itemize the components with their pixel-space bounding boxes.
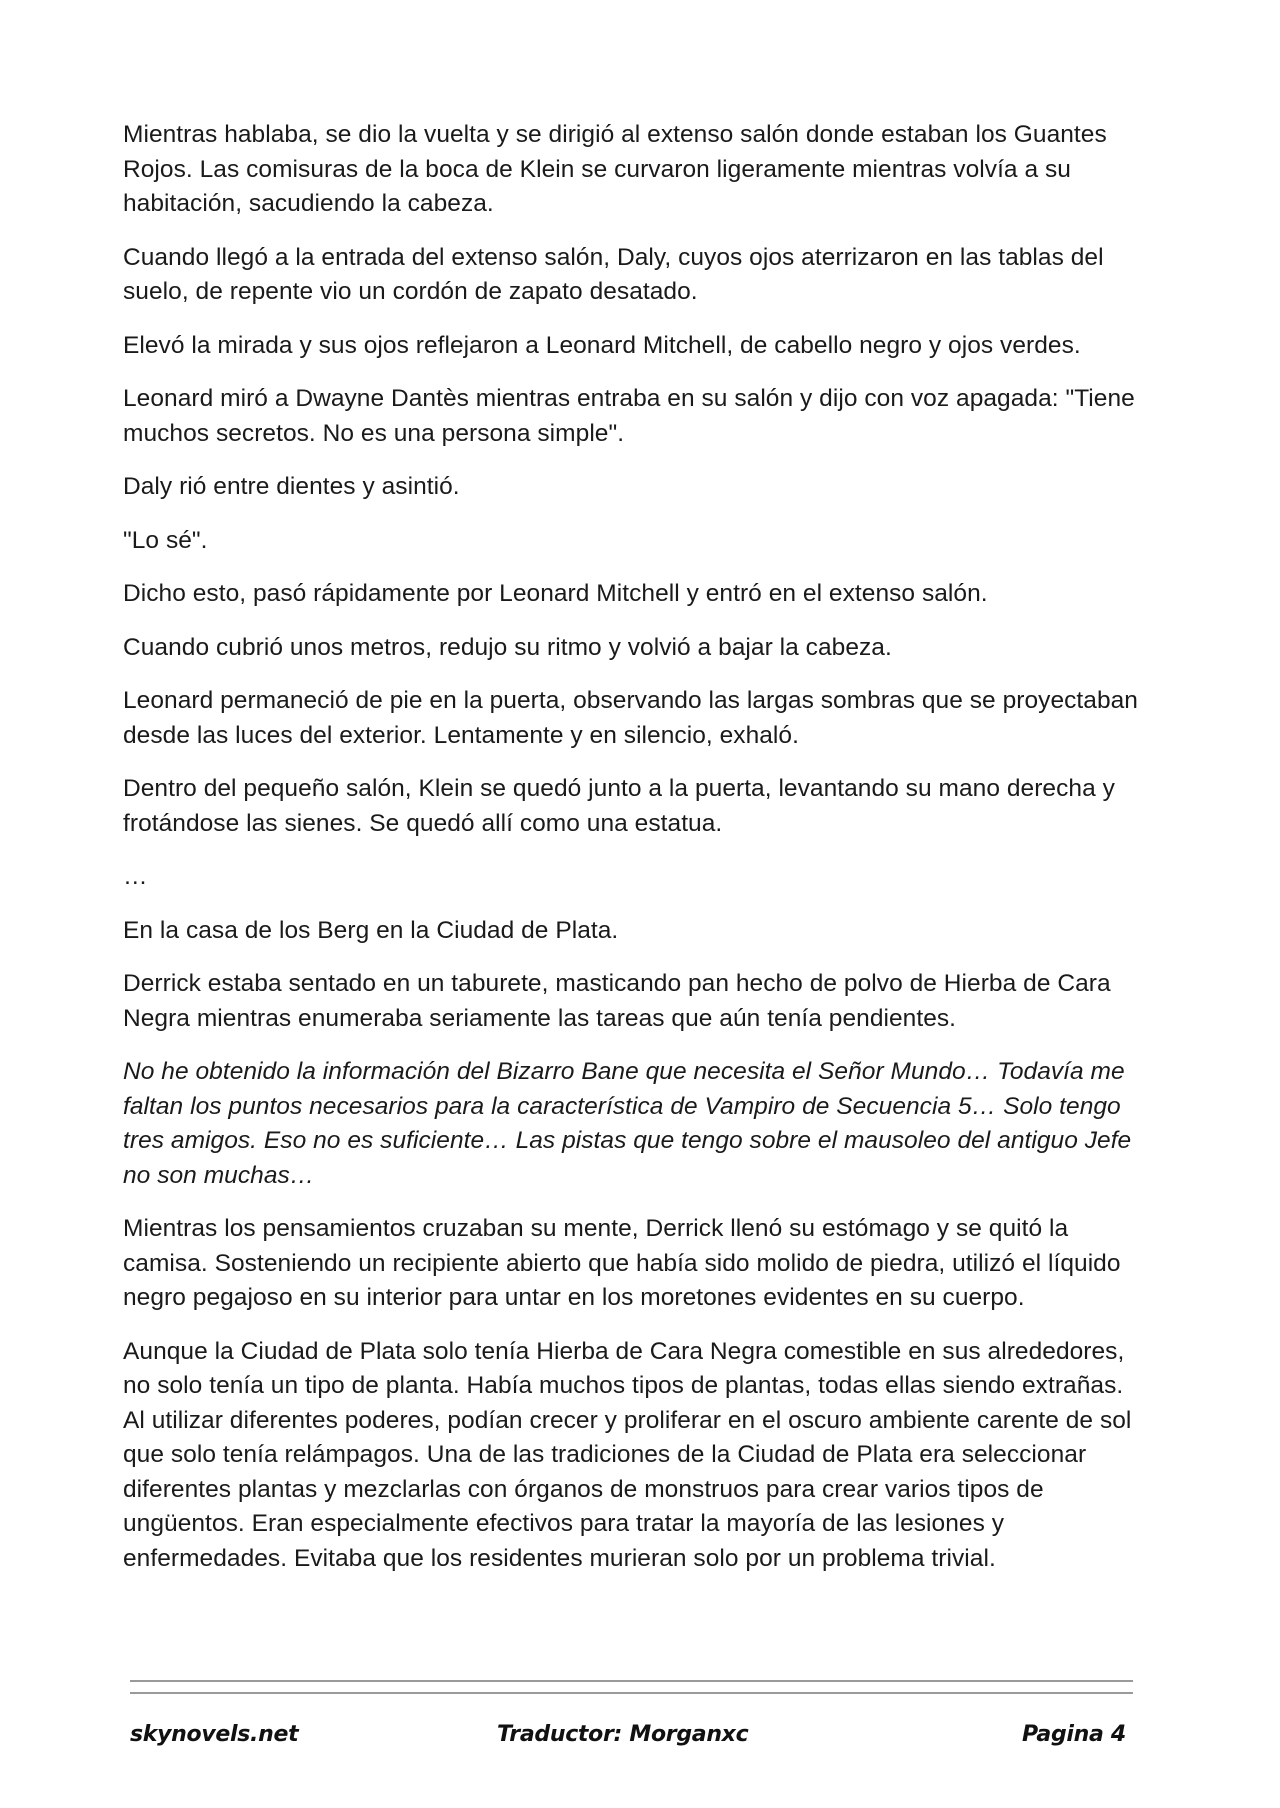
footer-translator: Traductor: Morganxc — [497, 1722, 749, 1747]
footer-divider — [130, 1680, 1133, 1682]
footer-site: skynovels.net — [130, 1722, 299, 1747]
paragraph: Mientras los pensamientos cruzaban su mente, Derrick llenó su estómago y se quitó la camisa. Sosteniendo un recipiente abierto que había sido molido de piedra, utilizó el líquido negro pegajoso en su interior para untar en los moretones evidentes en su cuerpo. — [123, 1215, 1121, 1311]
paragraph: Aunque la Ciudad de Plata solo tenía Hierba de Cara Negra comestible en sus alrededores, no solo tenía un tipo de planta. Había muchos tipos de plantas, todas ellas siendo extrañas. Al utilizar diferentes poderes, podían crecer y proliferar en el oscuro ambiente carente de sol que solo tenía relámpagos. Una de las tradiciones de la Ciudad de Plata era seleccionar diferentes plantas y mezclarlas con órganos de monstruos para crear varios tipos de ungüentos. Eran especialmente efectivos para tratar la mayoría de las lesiones y enfermedades. Evitaba que los residentes murieran solo por un problema trivial. — [123, 1337, 1132, 1572]
inner-thought-paragraph: No he obtenido la información del Bizarro Bane que necesita el Señor Mundo… Todavía me faltan los puntos necesarios para la característica de Vampiro de Secuencia 5… Solo tengo tres amigos. Eso no es suficiente… Las pistas que tengo sobre el mausoleo del antiguo Jefe no son muchas… — [123, 1058, 1132, 1189]
footer-page-number: Pagina 4 — [1022, 1722, 1126, 1747]
paragraph: Derrick estaba sentado en un taburete, masticando pan hecho de polvo de Hierba de Cara Negra mientras enumeraba seriamente las tareas que aún tenía pendientes. — [123, 970, 1111, 1032]
paragraph: Mientras hablaba, se dio la vuelta y se dirigió al extenso salón donde estaban los Guantes Rojos. Las comisuras de la boca de Klein se curvaron ligeramente mientras volvía a su habitación, sacudiendo la cabeza. — [123, 121, 1107, 217]
paragraph: Leonard permaneció de pie en la puerta, observando las largas sombras que se proyectaban desde las luces del exterior. Lentamente y en silencio, exhaló. — [123, 687, 1138, 749]
paragraph: Dicho esto, pasó rápidamente por Leonard Mitchell y entró en el extenso salón. — [123, 580, 988, 607]
paragraph: Elevó la mirada y sus ojos reflejaron a Leonard Mitchell, de cabello negro y ojos verdes. — [123, 331, 1081, 359]
paragraph: Leonard miró a Dwayne Dantès mientras entraba en su salón y dijo con voz apagada: "Tiene muchos secretos. No es una persona simple". — [123, 385, 1135, 447]
paragraph: Dentro del pequeño salón, Klein se quedó junto a la puerta, levantando su mano derecha y frotándose las sienes. Se quedó allí como una estatua. — [123, 775, 1115, 837]
paragraph: "Lo sé". — [123, 526, 208, 554]
paragraph: Cuando llegó a la entrada del extenso salón, Daly, cuyos ojos aterrizaron en las tablas del suelo, de repente vio un cordón de zapato desatado. — [123, 243, 1104, 305]
paragraph: Cuando cubrió unos metros, redujo su ritmo y volvió a bajar la cabeza. — [123, 633, 892, 661]
paragraph: En la casa de los Berg en la Ciudad de Plata. — [123, 916, 619, 944]
footer-divider — [130, 1692, 1133, 1694]
page-body — [123, 118, 1143, 1595]
paragraph: Daly rió entre dientes y asintió. — [123, 473, 460, 500]
scene-break: … — [123, 863, 148, 890]
